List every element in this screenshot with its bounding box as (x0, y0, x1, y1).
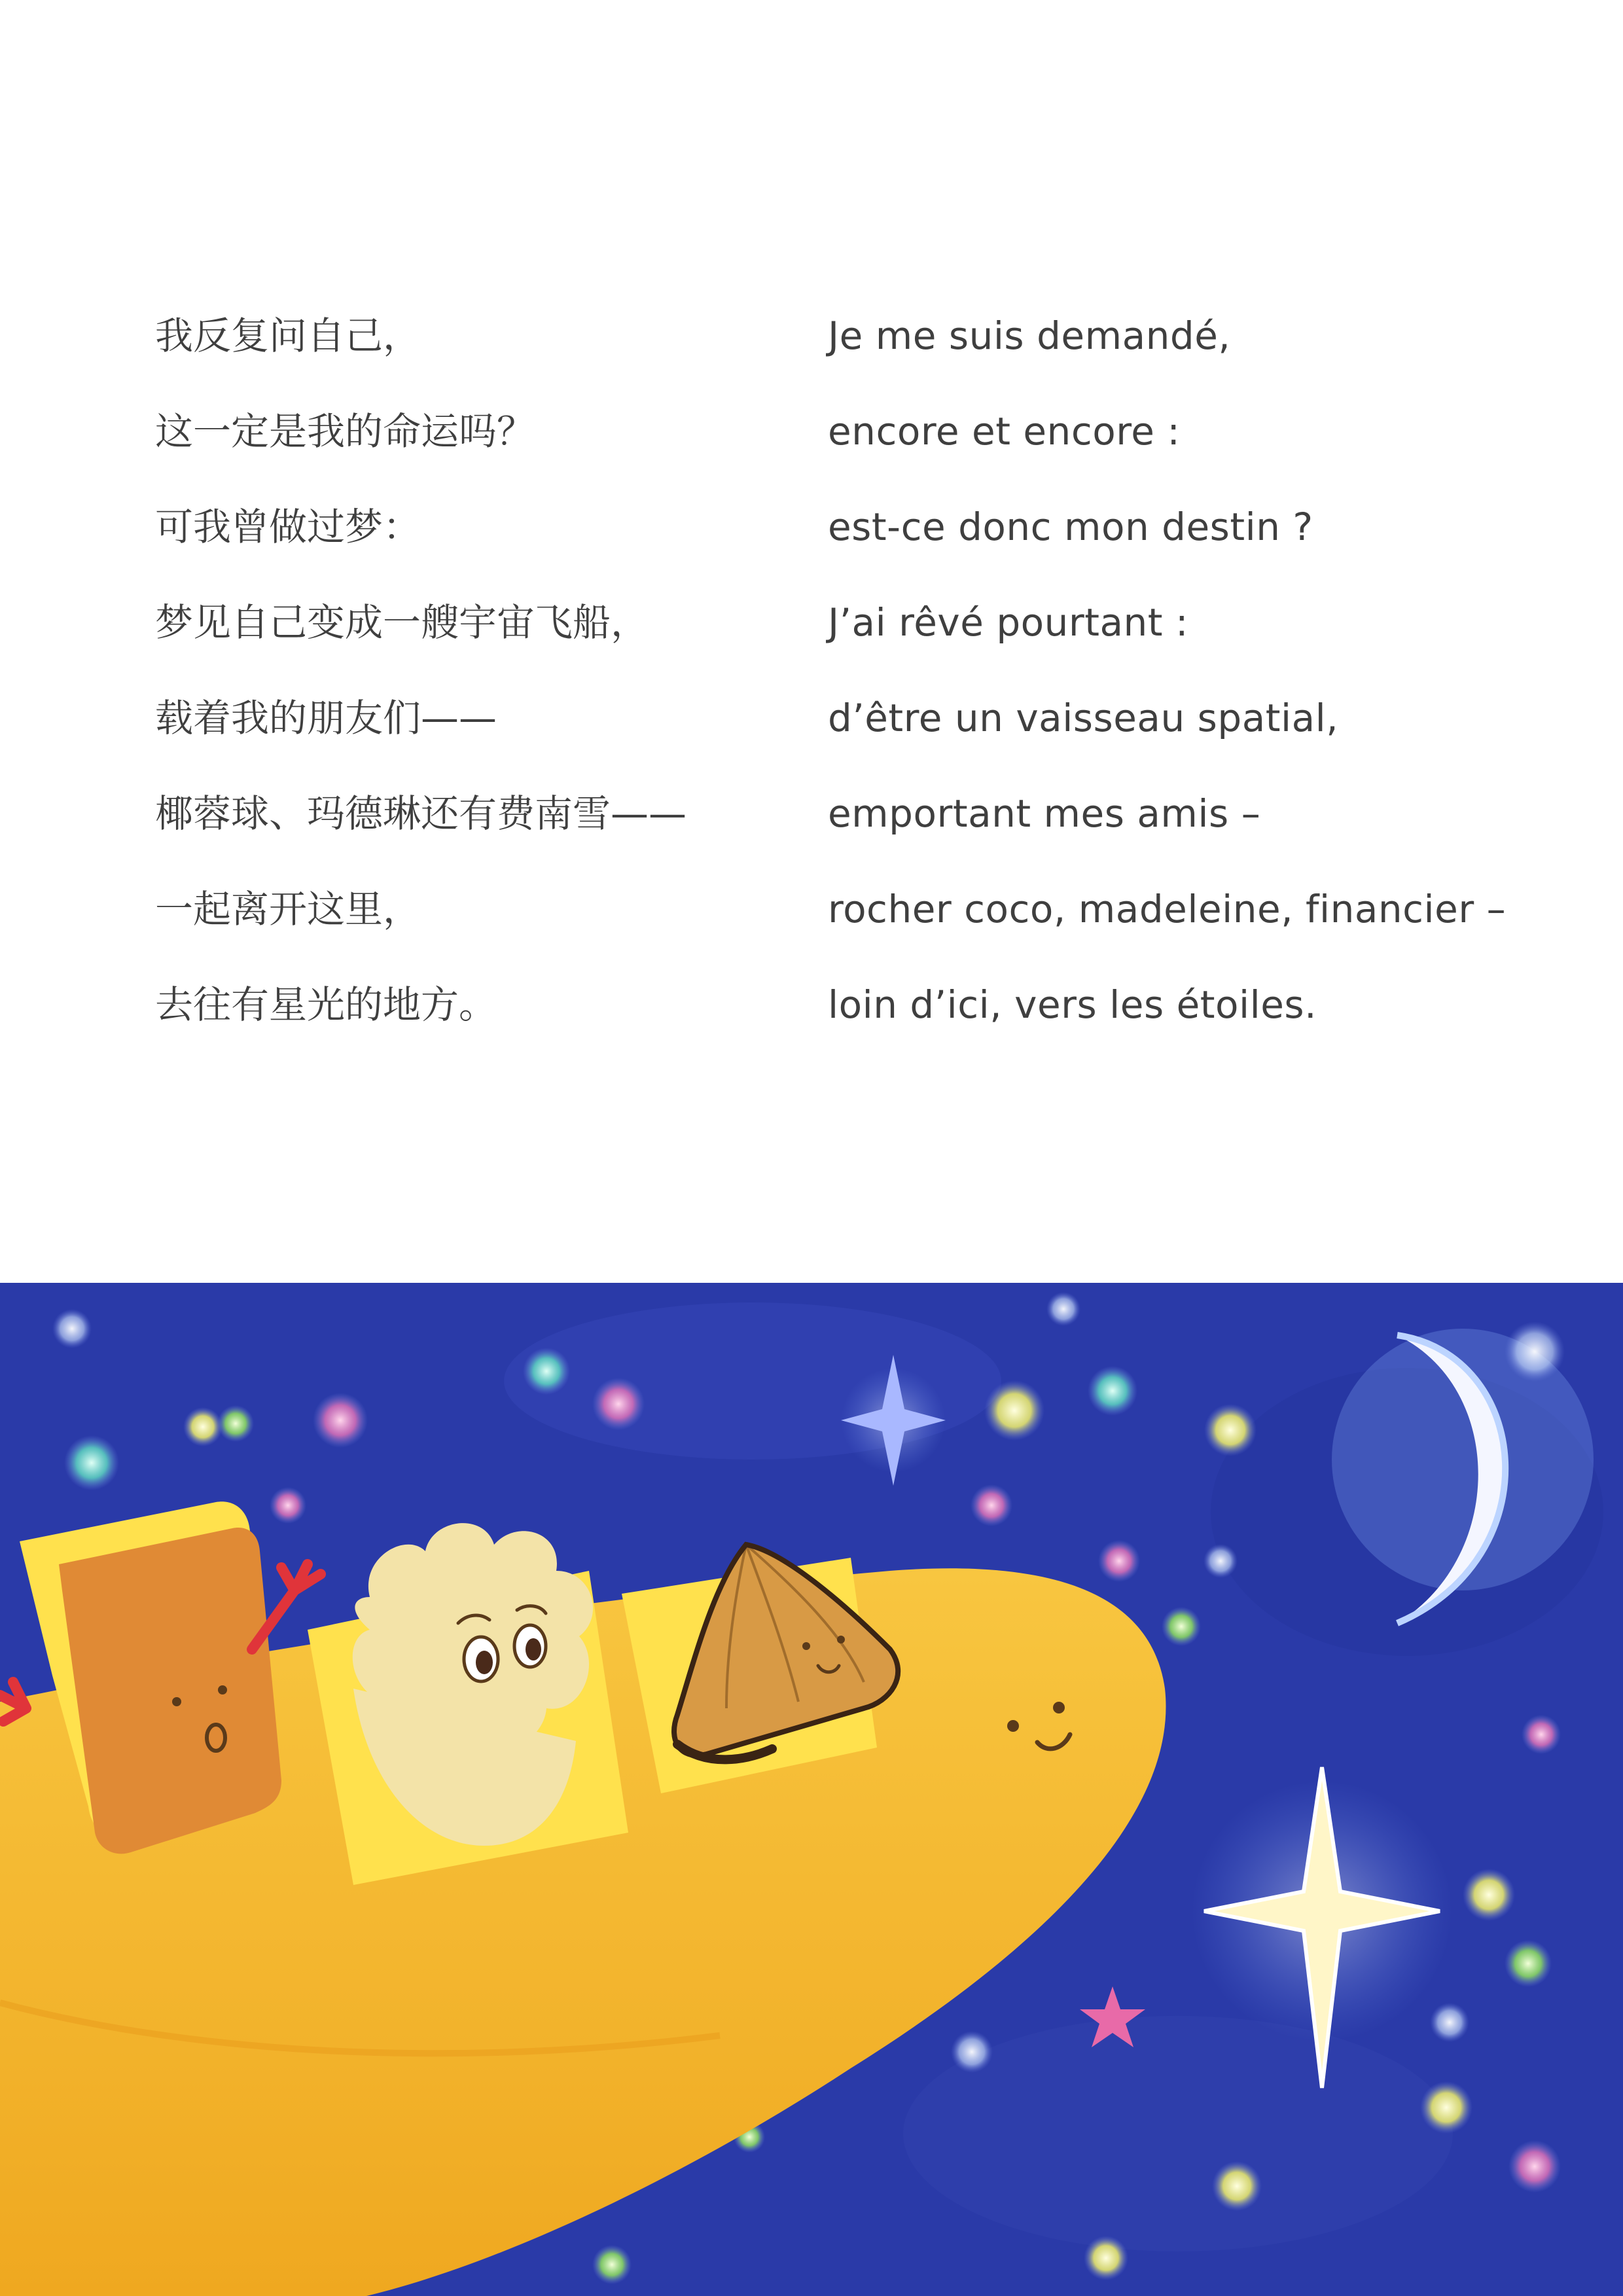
poem-fr-line: est-ce donc mon destin ? (828, 505, 1313, 549)
night-sky-illustration (0, 1283, 1623, 2296)
poem-fr-line: J’ai rêvé pourtant : (828, 600, 1189, 645)
poem-zh-line: 椰蓉球、玛德琳还有费南雪—— (155, 791, 687, 836)
poem-fr-line: Je me suis demandé, (828, 314, 1231, 358)
poem-zh-line: 我反复问自己， (155, 314, 421, 358)
poem-fr-line: loin d’ici, vers les étoiles. (828, 982, 1317, 1027)
poem-french-column (828, 288, 1506, 1052)
poem-zh-line: 可我曾做过梦： (155, 505, 421, 549)
poem-fr-line: encore et encore : (828, 409, 1181, 454)
poem-zh-line: 去往有星光的地方。 (155, 982, 497, 1027)
poem-zh-line: 一起离开这里， (155, 887, 421, 931)
poem-fr-line: d’être un vaisseau spatial, (828, 696, 1339, 740)
poem-zh-line: 这一定是我的命运吗？ (155, 409, 535, 454)
poem-fr-line: emportant mes amis – (828, 791, 1261, 836)
poem-zh-line: 载着我的朋友们—— (155, 696, 497, 740)
poem-zh-line: 梦见自己变成一艘宇宙飞船， (155, 600, 649, 645)
poem-fr-line: rocher coco, madeleine, financier – (828, 887, 1507, 931)
poem-chinese-column (155, 288, 687, 1052)
